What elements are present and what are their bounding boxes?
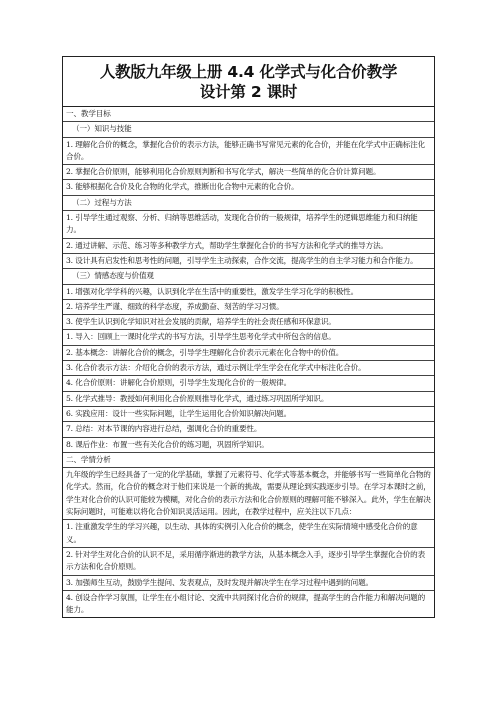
table-row: 3. 能够根据化合价及化合物的化学式，推断出化合物中元素的化合价。 [63,180,434,195]
table-row: 2. 培养学生严谨、细致的科学态度，养成勤奋、刻苦的学习习惯。 [63,300,434,315]
table-body [63,107,434,617]
subsection-heading: （三）情感态度与价值观 [63,269,434,284]
table-row: 2. 针对学生对化合价的认识不足，采用循序渐进的教学方法，从基本概念入手，逐步引导学生掌握化合价的表示方法和化合价原则。 [63,548,434,576]
table-row: 8. 课后作业：布置一些有关化合价的练习题，巩固所学知识。 [63,438,434,453]
table-row: 九年级的学生已经具备了一定的化学基础，掌握了元素符号、化学式等基本概念，并能够书写一些简单化合物的化学式。然而，化合价的概念对于他们来说是一个新的挑战，需要从理论到实践逐步引导。在学习本课时之前，学生对化合价的认识可能较为模糊，对化合价的表示方法和化合价原则的理解可能不够深入。此外，学生在解决实际问题时，可能难以将化合价知识灵活运用。因此，在教学过程中，应关注以下几点： [63,468,434,520]
table-row: 1. 导入：回顾上一课时化学式的书写方法，引导学生思考化学式中所包含的信息。 [63,330,434,345]
table-row: 7. 总结：对本节课的内容进行总结，强调化合价的重要性。 [63,422,434,437]
table-row: 5. 化学式推导：教授如何利用化合价原则推导化学式，通过练习巩固所学知识。 [63,392,434,407]
document-title-line-1: 人教版九年级上册 4.4 化学式与化合价教学 [99,63,398,81]
table-row: 3. 设计具有启发性和思考性的问题，引导学生主动探索，合作交流，提高学生的自主学习能力和合作能力。 [63,254,434,269]
subsection-heading: （二）过程与方法 [63,196,434,211]
table-row: 1. 引导学生通过观察、分析、归纳等思维活动，发现化合价的一般规律，培养学生的逻辑思维能力和归纳能力。 [63,211,434,239]
lesson-plan-table [62,56,435,618]
title-cell [63,57,434,107]
document-title-line-2: 设计第 2 课时 [199,83,298,101]
table-row: 1. 增强对化学学科的兴趣，认识到化学在生活中的重要性，激发学生学习化学的积极性。 [63,285,434,300]
table-row: 4. 化合价原则：讲解化合价原则，引导学生发现化合价的一般规律。 [63,376,434,391]
section-heading: 二、学情分析 [63,453,434,468]
section-heading: 一、教学目标 [63,107,434,122]
table-row: 6. 实践应用：设计一些实际问题，让学生运用化合价知识解决问题。 [63,407,434,422]
table-row: 3. 化合价表示方法：介绍化合价的表示方法，通过示例让学生学会在化学式中标注化合价。 [63,361,434,376]
table-row: 2. 掌握化合价原则，能够利用化合价原则判断和书写化学式，解决一些简单的化合价计算问题。 [63,165,434,180]
table-row: 3. 使学生认识到化学知识对社会发展的贡献，培养学生的社会责任感和环保意识。 [63,315,434,330]
table-row: 1. 理解化合价的概念，掌握化合价的表示方法，能够正确书写常见元素的化合价，并能在化学式中正确标注化合价。 [63,138,434,166]
table-row: 2. 通过讲解、示范、练习等多种教学方式，帮助学生掌握化合价的书写方法和化学式的推导方法。 [63,239,434,254]
subsection-heading: （一）知识与技能 [63,122,434,137]
table-row: 2. 基本概念：讲解化合价的概念，引导学生理解化合价表示元素在化合物中的价值。 [63,346,434,361]
table-row: 1. 注重激发学生的学习兴趣，以生动、具体的实例引入化合价的概念，使学生在实际情境中感受化合价的意义。 [63,520,434,548]
table-row: 3. 加强师生互动，鼓励学生提问、发表观点，及时发现并解决学生在学习过程中遇到的问题。 [63,576,434,591]
table-row: 4. 创设合作学习氛围，让学生在小组讨论、交流中共同探讨化合价的规律，提高学生的合作能力和解决问题的能力。 [66,592,426,615]
